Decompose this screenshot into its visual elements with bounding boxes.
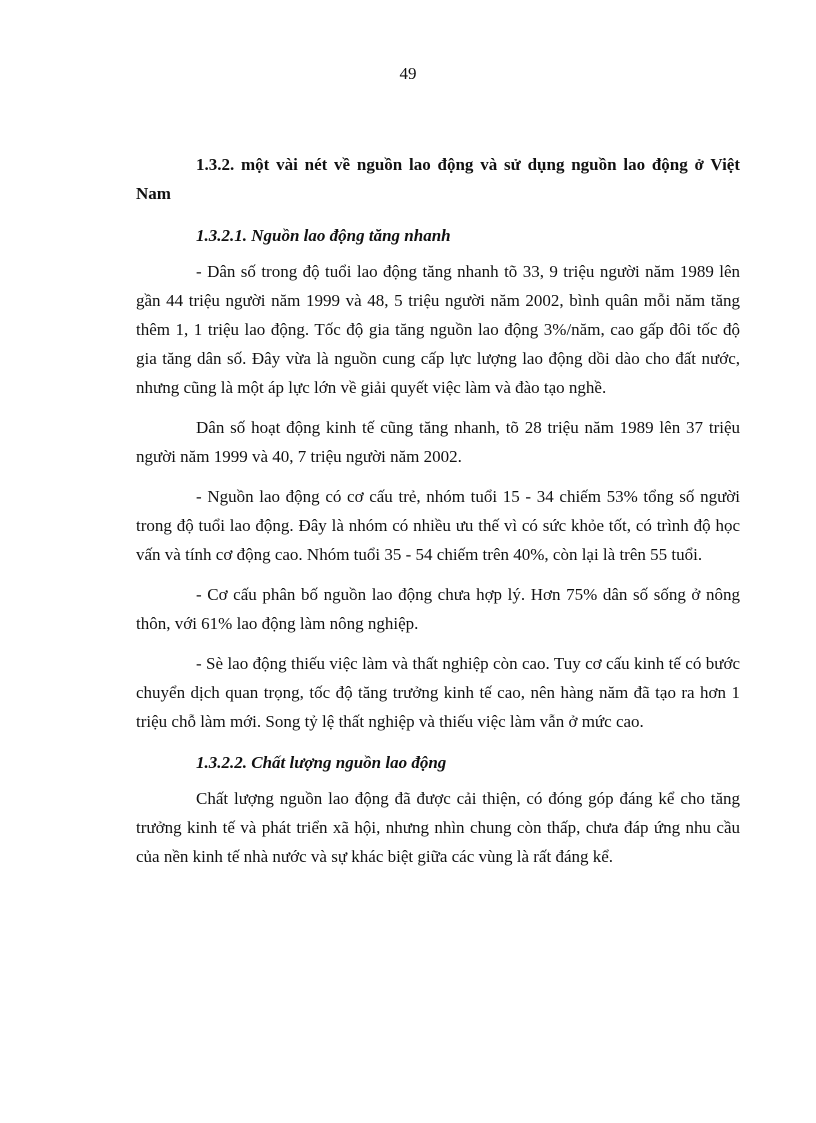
paragraph-labor-growth: - Dân số trong độ tuổi lao động tăng nhanh tõ 33, 9 triệu người năm 1989 lên gần 44 triệu người năm 1999 và 48, 5 triệu người năm 2002, bình quân mỗi năm tăng thêm 1, 1 triệu lao động. Tốc độ gia tăng nguồn lao động 3%/năm, cao gấp đôi tốc độ gia tăng dân số. Đây vừa là nguồn cung cấp lực lượng lao động dồi dào cho đất nước, nhưng cũng là một áp lực lớn về giải quyết việc làm và đào tạo nghề. [136,262,740,397]
paragraph-labor-quality: Chất lượng nguồn lao động đã được cải thiện, có đóng góp đáng kể cho tăng trưởng kinh tế và phát triển xã hội, nhưng nhìn chung còn thấp, chưa đáp ứng nhu cầu của nền kinh tế nhà nước và sự khác biệt giữa các vùng là rất đáng kể. [136,789,740,866]
paragraph-distribution: - Cơ cấu phân bố nguồn lao động chưa hợp lý. Hơn 75% dân số sống ở nông thôn, với 61% lao động làm nông nghiệp. [136,585,740,633]
page-number: 49 [399,64,417,83]
paragraph-unemployment: - Sè lao động thiếu việc làm và thất nghiệp còn cao. Tuy cơ cấu kinh tế có bước chuyển dịch quan trọng, tốc độ tăng trưởng kinh tế cao, nên hàng năm đã tạo ra hơn 1 triệu chỗ làm mới. Song tỷ lệ thất nghiệp và thiếu việc làm vẫn ở mức cao. [136,654,740,731]
subsection-heading-2: 1.3.2.2. Chất lượng nguồn lao động [196,753,447,772]
paragraph-young-structure: - Nguồn lao động có cơ cấu trẻ, nhóm tuổi 15 - 34 chiếm 53% tổng số người trong độ tuổi lao động. Đây là nhóm có nhiều ưu thế vì có sức khỏe tốt, có trình độ học vấn và tính cơ động cao. Nhóm tuổi 35 - 54 chiếm trên 40%, còn lại là trên 55 tuổi. [136,487,740,564]
page-content [136,150,740,871]
paragraph-economic-population: Dân số hoạt động kinh tế cũng tăng nhanh, tõ 28 triệu năm 1989 lên 37 triệu người năm 1999 và 40, 7 triệu người năm 2002. [136,418,740,466]
subsection-heading-1: 1.3.2.1. Nguồn lao động tăng nhanh [196,226,451,245]
section-heading: 1.3.2. một vài nét về nguồn lao động và sử dụng nguồn lao động ở Việt Nam [136,155,740,203]
